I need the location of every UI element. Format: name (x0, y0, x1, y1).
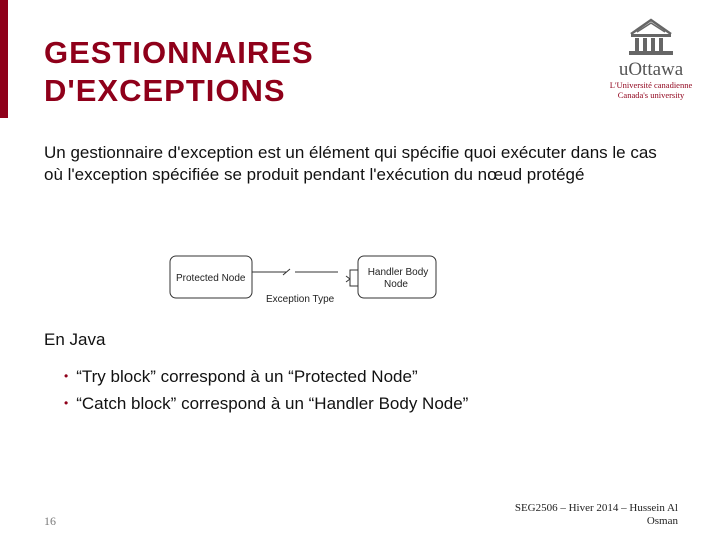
subheading: En Java (44, 330, 106, 349)
footer-line-2: Osman (646, 515, 678, 527)
bullet-item (64, 364, 468, 391)
exception-type-label: Exception Type (266, 294, 335, 305)
university-building-icon (625, 14, 677, 58)
exception-edge-arrowhead (346, 276, 350, 282)
title-line-2: D'EXCEPTIONS (44, 73, 286, 108)
exception-edge (252, 269, 338, 275)
slide-title (44, 34, 564, 110)
input-pin (350, 270, 358, 286)
uottawa-logo (600, 14, 702, 110)
bullet-text: “Catch block” correspond à un “Handler Body Node” (76, 394, 469, 413)
title-line-1: GESTIONNAIRES (44, 35, 314, 70)
logo-wordmark: uOttawa (618, 59, 684, 80)
footer-citation (478, 502, 678, 528)
footer-line-1: SEG2506 – Hiver 2014 – Hussein Al (514, 502, 678, 514)
handler-body-label-2: Node (384, 279, 408, 290)
bullet-icon: • (64, 396, 69, 410)
protected-node-label: Protected Node (176, 273, 246, 284)
bullet-item (64, 391, 468, 418)
page-number: 16 (44, 514, 56, 528)
bullet-icon: • (64, 369, 69, 383)
bullet-text: “Try block” correspond à un “Protected Node” (76, 367, 418, 386)
bullet-list (64, 364, 468, 418)
logo-subtitle-fr: L'Université canadienne (609, 80, 693, 90)
logo-subtitle-en: Canada's university (617, 90, 685, 100)
intro-paragraph: Un gestionnaire d'exception est un élément qui spécifie quoi exécuter dans le cas où l'exception spécifiée se produit pendant l'exécution du nœud protégé (44, 143, 657, 184)
handler-body-label-1: Handler Body (367, 267, 429, 278)
exception-handler-diagram (160, 250, 460, 310)
accent-bar (0, 0, 8, 118)
